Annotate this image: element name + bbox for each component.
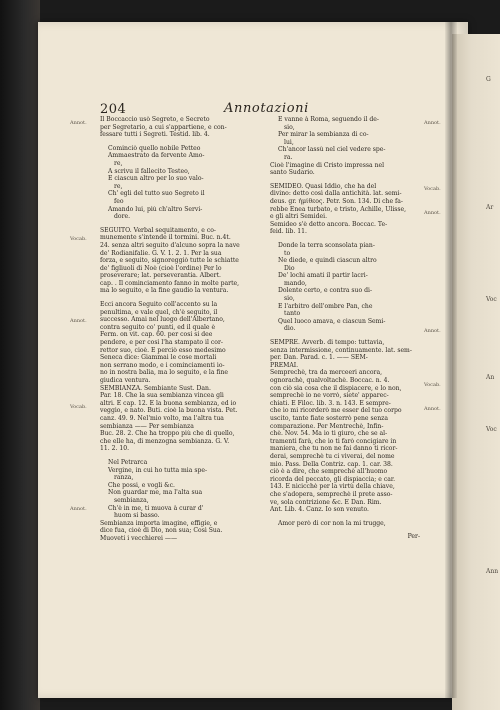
text-line: veggio, e nato. Buti. cioè la buona vista. Pet. [100,407,238,415]
margin-note: Annot. [424,120,441,126]
text-line: Vergine, in cui ho tutta mia spe- [108,466,208,474]
text-line: Dio [284,264,295,272]
text-line: de' Rodianifalìe. G. V. 1. 2. 1. Per la sua [100,249,222,257]
text-line: Il Boccaccio usò Segreto, e Secreto [100,116,210,123]
text-line: ranza, [114,474,134,482]
text-line: Semprechè, tra da merceeri ancora, [270,369,383,377]
margin-note: Vocab. [70,404,87,410]
text-line: PREMAI. [270,361,299,369]
text-line: chiati. E Filoc. lib. 3. n. 143. E sempre- [270,399,391,407]
text-line: Ecci ancora Seguito coll'accento su la [100,301,218,309]
text-line: successo. Amai nel luogo dell'Albertano, [100,316,225,324]
text-line: comparazione. Per Mentrechè, Infin- [270,422,384,430]
text-line: santo Sudario. [270,169,315,177]
margin-note: Annot. [70,506,87,512]
text-line: ve, sola contrizione &c. E Dan. Rim. [270,498,382,506]
text-line: mio. Pass. Della Contriz. cap. 1. car. 38. [270,460,393,468]
text-line: divino: detto così dalla antichità. lat. semi- [270,190,402,198]
margin-note: Annot. [70,318,87,324]
text-line: Ch'ancor lassù nel ciel vedere spe- [278,146,386,154]
text-line: Che possi, e vogli &c. [108,481,175,489]
text-line: Ch'è in me, ti muova à curar d' [108,504,204,512]
text-line: ricorda del peccato, gli dispiaccia; e car. [270,475,396,483]
text-line: De' lochi amati il partir lacri- [278,272,368,280]
left-text-column [100,116,268,542]
text-line: altri. E cap. 12. E la buona sembianza, ed io [100,399,237,407]
left-shadow [0,0,40,710]
text-line: Ammaestrato da fervente Amo- [108,152,205,160]
text-line: pendere, e per così l'ha stampato il cor- [100,339,223,347]
text-line: Per mirar la sembianza di co- [278,131,369,139]
text-line: Ne diede, e quindi ciascun altro [278,257,377,265]
text-line: tanto [284,310,301,318]
text-line: Ant. Lib. 4. Canz. Io son venuto. [270,506,369,514]
text-line: sio, [284,295,295,303]
text-line: SEMBIANZA. Sembiante Sust. Dan. [100,384,211,392]
text-line: Nel Petrarca [108,458,148,466]
text-line: proseverare; lat. perseverantia. Albert. [100,272,221,280]
text-line: Cominciò quello nobile Petteo [108,144,201,152]
text-line: Muoveti i vecchierei —— [100,534,178,542]
margin-note: Vocab. [70,236,87,242]
text-line: munemente s'intende il tormini. Buc. n.4t. [100,234,231,242]
facing-page-fragment: G [486,76,491,83]
text-line: 143. E nicicchè per la virtù della chiave, [270,483,395,491]
text-line: penultima, e vale quel, ch'è seguito, il [100,308,218,316]
text-line: E ciascun altro per lo suo valo- [108,175,204,183]
text-line: Cioè l'imagine di Cristo impressa nel [270,161,385,169]
facing-page-edge [452,34,500,710]
text-line: ciò è a dire, che semprechè all'huomo [270,468,388,476]
page-number: 204 [100,102,127,117]
text-line: per. Dan. Parad. c. 1. —— SEM- [270,354,368,362]
text-line: Semideo s'è detto ancora. Boccac. Te- [270,220,388,228]
margin-note: Vocab. [424,186,441,192]
text-line: ognorachè, qualvoltachè. Boccac. n. 4. [270,377,390,384]
page-gutter [445,22,457,698]
text-line: Per- [407,533,420,541]
text-line: Amor però di cor non la mi trugge, [278,519,386,527]
text-line: Seneca dice: Giammai le cose mortali [100,354,217,362]
text-line: SEMIDEO. Quasi Iddio, che ha del [270,182,377,190]
text-line: Amando lui, più ch'altro Servi- [108,205,203,213]
text-line: Par. 18. Che la sua sembianza vincea gli [100,392,224,400]
text-line: che s'adopera, semprechè il prete asso- [270,490,393,498]
text-line: e gli altri Semidei. [270,213,328,221]
text-line: Ferm. on vit. cap. 60. per cosi si dee [100,331,213,339]
facing-page-fragment: Voc [486,426,497,433]
text-line: sio, [284,123,295,131]
text-line: forza, e seguito, signoreggiò tutte le schiatte [100,257,239,265]
text-line: A scrivu il fallecito Testeo, [108,167,190,175]
text-line: to [284,249,291,257]
facing-page-fragment: Ann [486,568,499,575]
text-line: per Segretario, a cui s'appartiene, e con- [100,123,227,131]
text-line: ma lo seguito, e la fine gaudio la ventura. [100,287,229,295]
text-line: chè. Nov. 54. Ma io ti giuro, che se al- [270,430,388,438]
text-line: SEGUITO. Verbal sequitamento, e co- [100,226,216,234]
text-line: tramenti farà, che io ti farò concigiare in [270,437,397,445]
text-line: 24. senza altri seguito d'alcuno sopra la nave [100,241,240,249]
text-line: Quel luoco amava, e ciascun Semi- [278,317,386,325]
text-line: Non guardar me, ma l'alta sua [108,489,203,497]
text-line: de' figliuoli di Noè (cioè l'ordine) Per lo [100,264,222,272]
facing-page-fragment: Ar [486,204,494,211]
text-line: Donde la terra sconsolata pian- [278,241,375,249]
text-line: canz. 49. 9. Nel'mio volto, ma l'altra tua [100,414,224,422]
text-line: che elle ha, di menzogna sembianza. G. V. [100,437,230,445]
text-line: rebbe Enea turbato, e tristo, Achille, Ulisse, [270,205,407,213]
margin-note: Vocab. [424,382,441,388]
facing-page-fragment: Voc [486,296,497,303]
text-line: mando, [284,279,307,287]
margin-note: Annot. [70,120,87,126]
text-line: lui, [284,138,294,146]
text-line: re, [114,182,123,190]
text-line: ra. [284,153,293,161]
text-line: non serrano modo, e i cominciamenti io- [100,361,225,369]
text-line: sembianza, [114,496,149,504]
text-line: sembianza —— Per sembianza [100,422,194,430]
text-line: contra seguito co' punti, ed il quale è [100,323,216,331]
text-line: uscito, tante fiate sosterrò pene senza [270,414,388,422]
text-line: huom si basso. [114,512,160,520]
margin-note: Annot. [424,210,441,216]
text-line: rettor suo, cioè. E perciò esso medesimo [100,346,226,354]
margin-note: Annot. [424,328,441,334]
text-line: senza intermissione, continuamente. lat. sem- [270,346,412,354]
text-line: 11. 2. 10. [100,445,130,453]
text-line: SEMPRE. Avverb. di tempo: tuttavia, [270,339,385,347]
text-line: Ch' egli del tutto suo Segreto il [108,190,205,198]
text-line: dio. [284,325,296,333]
text-line: Sembianza importa imagine, effigie, e [100,519,218,527]
text-line: giudica ventura. [100,377,151,384]
text-line: che io mi ricorderò me esser del tuo corpo [270,407,402,415]
text-line: Dolente certo, e contra suo di- [278,287,372,295]
text-line: dice fua, cioè di Dio, non sua; Così Sua. [100,527,223,535]
text-line: semprechè io ne vorrò, siete' apparec- [270,392,389,400]
text-line: cap. . Il cominciamento fanno in molte parte, [100,279,240,287]
facing-page-fragment: An [486,374,495,381]
text-line: maniera, che tu non ne fai danno ti ricor- [270,445,398,453]
text-line: E l'arbitro dell'ombre Pan, che [278,302,373,310]
text-line: deus. gr. ἡμίθεος. Petr. Son. 134. Di che fa- [270,197,403,205]
text-line: derai, semprechè tu ci viverai, del nome [270,452,395,460]
text-line: E vanne à Roma, seguendo il de- [278,116,379,123]
text-line: con ciò sia cosa che il dispiacere, e lo non, [270,384,402,392]
text-line: re, [114,159,123,167]
running-title: Annotazioni [224,101,309,116]
text-line: feo [114,197,124,205]
text-line: Buc. 28. 2. Che ha troppo più che di quello, [100,430,235,438]
text-line: feid. lib. 11. [270,228,307,236]
text-line: no in nostra balìa, ma lo seguito, e la fine [100,369,228,377]
text-line: fessare tutti i Segreti. Testid. lib. 4. [100,131,210,139]
right-text-column [270,116,420,541]
text-line: dore. [114,213,131,221]
margin-note: Annot. [424,406,441,412]
